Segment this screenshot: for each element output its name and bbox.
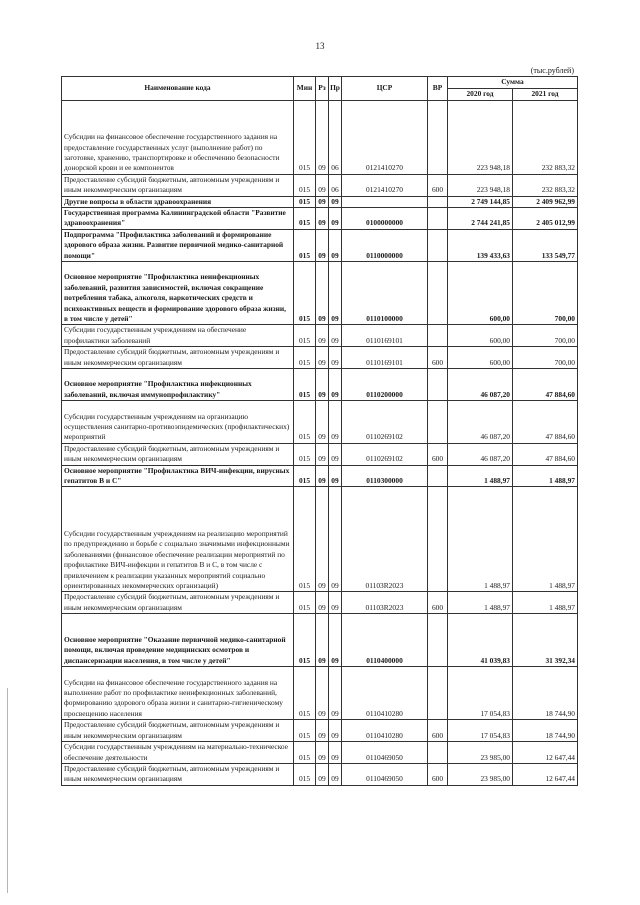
cell-pr: 06 [329, 174, 342, 196]
cell-y2020: 17 054,83 [448, 667, 513, 720]
table-row [62, 347, 578, 369]
cell-csr: 01103R2023 [342, 487, 428, 592]
cell-csr: 0110000000 [342, 229, 428, 261]
cell-csr: 0110200000 [342, 369, 428, 401]
cell-name: Основное мероприятие "Профилактика неинфекционных заболеваний, развития зависимостей, включая сокращение потребления табака, алкоголя, наркотических средств и психоактивных веществ и формирование здорового образа жизни, в том числе у детей" [62, 262, 294, 325]
cell-vr [428, 208, 448, 230]
cell-csr: 0110100000 [342, 262, 428, 325]
cell-name: Субсидии государственным учреждениям на обеспечение профилактики заболеваний [62, 325, 294, 347]
cell-y2021: 18 744,90 [513, 720, 578, 742]
cell-pr: 09 [329, 667, 342, 720]
cell-pr: 09 [329, 325, 342, 347]
table-row [62, 196, 578, 207]
cell-name: Субсидии на финансовое обеспечение государственного задания на предоставление государственных услуг (выполнение работ) по заготовке, хранению, транспортировке и обеспечению безопасности донорской крови и ее компонентов [62, 101, 294, 175]
cell-pr: 09 [329, 262, 342, 325]
cell-pr: 09 [329, 742, 342, 764]
cell-pr: 09 [329, 401, 342, 444]
cell-y2021: 47 884,60 [513, 401, 578, 444]
cell-y2020: 223 948,18 [448, 174, 513, 196]
cell-y2020: 23 985,00 [448, 742, 513, 764]
cell-min: 015 [294, 347, 316, 369]
cell-pr: 09 [329, 196, 342, 207]
cell-min: 015 [294, 720, 316, 742]
cell-min: 015 [294, 763, 316, 785]
cell-csr: 0110169101 [342, 325, 428, 347]
cell-csr: 0110269102 [342, 443, 428, 465]
cell-csr: 0110400000 [342, 614, 428, 667]
cell-vr [428, 487, 448, 592]
cell-rz: 09 [316, 262, 329, 325]
cell-csr [342, 196, 428, 207]
cell-name: Основное мероприятие "Профилактика инфекционных заболеваний, включая иммунопрофилактику" [62, 369, 294, 401]
cell-rz: 09 [316, 465, 329, 487]
cell-y2021: 12 647,44 [513, 763, 578, 785]
cell-pr: 09 [329, 208, 342, 230]
cell-csr: 0110469050 [342, 763, 428, 785]
cell-min: 015 [294, 101, 316, 175]
cell-vr [428, 614, 448, 667]
cell-rz: 09 [316, 196, 329, 207]
cell-pr: 09 [329, 229, 342, 261]
cell-min: 015 [294, 487, 316, 592]
cell-min: 015 [294, 325, 316, 347]
cell-y2020: 46 087,20 [448, 443, 513, 465]
table-row [62, 443, 578, 465]
cell-pr: 09 [329, 443, 342, 465]
cell-rz: 09 [316, 101, 329, 175]
table-row [62, 614, 578, 667]
table-row [62, 401, 578, 444]
cell-min: 015 [294, 465, 316, 487]
cell-min: 015 [294, 262, 316, 325]
cell-name: Субсидии государственным учреждениям на реализацию мероприятий по предупреждению и борьбе с социально значимыми инфекционными заболеваниями (финансовое обеспечение реализации мероприятий по профилактике ВИЧ-инфекции и гепатитов В и С, в том числе с привлечением к реализации указанных мероприятий социально ориентированных некоммерческих организаций) [62, 487, 294, 592]
scan-edge [7, 688, 8, 893]
cell-rz: 09 [316, 592, 329, 614]
cell-y2021: 18 744,90 [513, 667, 578, 720]
cell-y2020: 41 039,83 [448, 614, 513, 667]
cell-min: 015 [294, 742, 316, 764]
header-vr: ВР [428, 77, 448, 101]
cell-pr: 09 [329, 347, 342, 369]
cell-csr: 0110469050 [342, 742, 428, 764]
cell-rz: 09 [316, 174, 329, 196]
cell-rz: 09 [316, 347, 329, 369]
table-row [62, 763, 578, 785]
cell-pr: 09 [329, 592, 342, 614]
cell-y2021: 2 405 012,99 [513, 208, 578, 230]
page-number: 13 [315, 41, 325, 51]
cell-y2020: 46 087,20 [448, 369, 513, 401]
cell-min: 015 [294, 229, 316, 261]
cell-name: Предоставление субсидий бюджетным, автономным учреждениям и иным некоммерческим организациям [62, 174, 294, 196]
cell-csr: 0110410280 [342, 667, 428, 720]
cell-vr: 600 [428, 763, 448, 785]
cell-y2020: 600,00 [448, 347, 513, 369]
cell-name: Предоставление субсидий бюджетным, автономным учреждениям и иным некоммерческим организациям [62, 443, 294, 465]
cell-vr [428, 229, 448, 261]
cell-y2020: 1 488,97 [448, 487, 513, 592]
cell-csr: 0110300000 [342, 465, 428, 487]
cell-vr [428, 369, 448, 401]
cell-y2021: 700,00 [513, 325, 578, 347]
cell-y2020: 600,00 [448, 262, 513, 325]
cell-min: 015 [294, 667, 316, 720]
cell-y2020: 223 948,18 [448, 101, 513, 175]
cell-vr: 600 [428, 174, 448, 196]
header-csr: ЦСР [342, 77, 428, 101]
cell-min: 015 [294, 592, 316, 614]
cell-name: Предоставление субсидий бюджетным, автономным учреждениям и иным некоммерческим организациям [62, 720, 294, 742]
header-2021: 2021 год [513, 89, 578, 101]
cell-vr [428, 667, 448, 720]
cell-rz: 09 [316, 229, 329, 261]
cell-vr [428, 325, 448, 347]
cell-csr: 0110169101 [342, 347, 428, 369]
cell-vr [428, 262, 448, 325]
units-label: (тыс.рублей) [530, 66, 574, 75]
cell-name: Государственная программа Калининградской области "Развитие здравоохранения" [62, 208, 294, 230]
table-row [62, 592, 578, 614]
table-row [62, 465, 578, 487]
header-row-top [62, 77, 578, 89]
header-pr: Пр [329, 77, 342, 101]
cell-y2020: 46 087,20 [448, 401, 513, 444]
cell-min: 015 [294, 443, 316, 465]
cell-pr: 06 [329, 101, 342, 175]
cell-name: Основное мероприятие "Оказание первичной медико-санитарной помощи, включая проведение медицинских осмотров и диспансеризации населения, в том числе у детей" [62, 614, 294, 667]
cell-pr: 09 [329, 720, 342, 742]
cell-y2020: 23 985,00 [448, 763, 513, 785]
table-body [62, 101, 578, 786]
cell-y2020: 1 488,97 [448, 592, 513, 614]
cell-name: Другие вопросы в области здравоохранения [62, 196, 294, 207]
header-rz: Рз [316, 77, 329, 101]
cell-csr: 01103R2023 [342, 592, 428, 614]
cell-name: Предоставление субсидий бюджетным, автономным учреждениям и иным некоммерческим организациям [62, 592, 294, 614]
cell-rz: 09 [316, 369, 329, 401]
cell-y2021: 133 549,77 [513, 229, 578, 261]
cell-name: Подпрограмма "Профилактика заболеваний и формирование здорового образа жизни. Развитие первичной медико-санитарной помощи" [62, 229, 294, 261]
cell-name: Предоставление субсидий бюджетным, автономным учреждениям и иным некоммерческим организациям [62, 763, 294, 785]
cell-y2021: 2 409 962,99 [513, 196, 578, 207]
cell-pr: 09 [329, 763, 342, 785]
cell-vr [428, 401, 448, 444]
cell-rz: 09 [316, 742, 329, 764]
cell-csr: 0121410270 [342, 174, 428, 196]
cell-rz: 09 [316, 667, 329, 720]
table-row [62, 174, 578, 196]
table-row [62, 487, 578, 592]
cell-min: 015 [294, 208, 316, 230]
cell-y2021: 31 392,34 [513, 614, 578, 667]
cell-pr: 09 [329, 614, 342, 667]
header-sum: Сумма [448, 77, 578, 89]
cell-min: 015 [294, 369, 316, 401]
cell-y2021: 12 647,44 [513, 742, 578, 764]
cell-rz: 09 [316, 401, 329, 444]
table-row [62, 742, 578, 764]
cell-y2020: 2 744 241,85 [448, 208, 513, 230]
cell-csr: 0110269102 [342, 401, 428, 444]
cell-csr: 0110410280 [342, 720, 428, 742]
cell-y2020: 139 433,63 [448, 229, 513, 261]
table-row [62, 720, 578, 742]
cell-min: 015 [294, 174, 316, 196]
cell-rz: 09 [316, 763, 329, 785]
cell-y2021: 232 883,32 [513, 174, 578, 196]
table-row [62, 262, 578, 325]
table-row [62, 667, 578, 720]
cell-y2021: 47 884,60 [513, 369, 578, 401]
cell-csr: 0121410270 [342, 101, 428, 175]
cell-vr: 600 [428, 720, 448, 742]
table-row [62, 229, 578, 261]
budget-table [61, 76, 578, 786]
cell-min: 015 [294, 614, 316, 667]
cell-y2021: 1 488,97 [513, 487, 578, 592]
cell-name: Субсидии на финансовое обеспечение государственного задания на выполнение работ по профилактике неинфекционных заболеваний, формированию здорового образа жизни и санитарно-гигиеническому просвещению населения [62, 667, 294, 720]
cell-rz: 09 [316, 487, 329, 592]
table-row [62, 208, 578, 230]
cell-min: 015 [294, 401, 316, 444]
cell-y2020: 1 488,97 [448, 465, 513, 487]
cell-y2021: 1 488,97 [513, 592, 578, 614]
cell-vr: 600 [428, 347, 448, 369]
cell-y2020: 17 054,83 [448, 720, 513, 742]
cell-name: Основное мероприятие "Профилактика ВИЧ-инфекции, вирусных гепатитов В и С" [62, 465, 294, 487]
cell-vr [428, 196, 448, 207]
cell-rz: 09 [316, 443, 329, 465]
cell-y2020: 2 749 144,85 [448, 196, 513, 207]
cell-pr: 09 [329, 487, 342, 592]
cell-y2020: 600,00 [448, 325, 513, 347]
cell-vr [428, 742, 448, 764]
cell-rz: 09 [316, 325, 329, 347]
header-name: Наименование кода [62, 77, 294, 101]
cell-y2021: 700,00 [513, 262, 578, 325]
cell-vr: 600 [428, 443, 448, 465]
cell-vr: 600 [428, 592, 448, 614]
cell-csr: 0100000000 [342, 208, 428, 230]
cell-vr [428, 101, 448, 175]
cell-name: Субсидии государственным учреждениям на организацию осуществления санитарно-противоэпидемических (профилактических) мероприятий [62, 401, 294, 444]
cell-y2021: 1 488,97 [513, 465, 578, 487]
table-row [62, 101, 578, 175]
cell-name: Предоставление субсидий бюджетным, автономным учреждениям и иным некоммерческим организациям [62, 347, 294, 369]
table-row [62, 369, 578, 401]
cell-pr: 09 [329, 369, 342, 401]
header-2020: 2020 год [448, 89, 513, 101]
cell-rz: 09 [316, 720, 329, 742]
cell-y2021: 700,00 [513, 347, 578, 369]
table-row [62, 325, 578, 347]
cell-pr: 09 [329, 465, 342, 487]
cell-rz: 09 [316, 614, 329, 667]
header-min: Мин [294, 77, 316, 101]
cell-vr [428, 465, 448, 487]
cell-name: Субсидии государственным учреждениям на материально-техническое обеспечение деятельности [62, 742, 294, 764]
cell-y2021: 47 884,60 [513, 443, 578, 465]
cell-rz: 09 [316, 208, 329, 230]
cell-y2021: 232 883,32 [513, 101, 578, 175]
cell-min: 015 [294, 196, 316, 207]
